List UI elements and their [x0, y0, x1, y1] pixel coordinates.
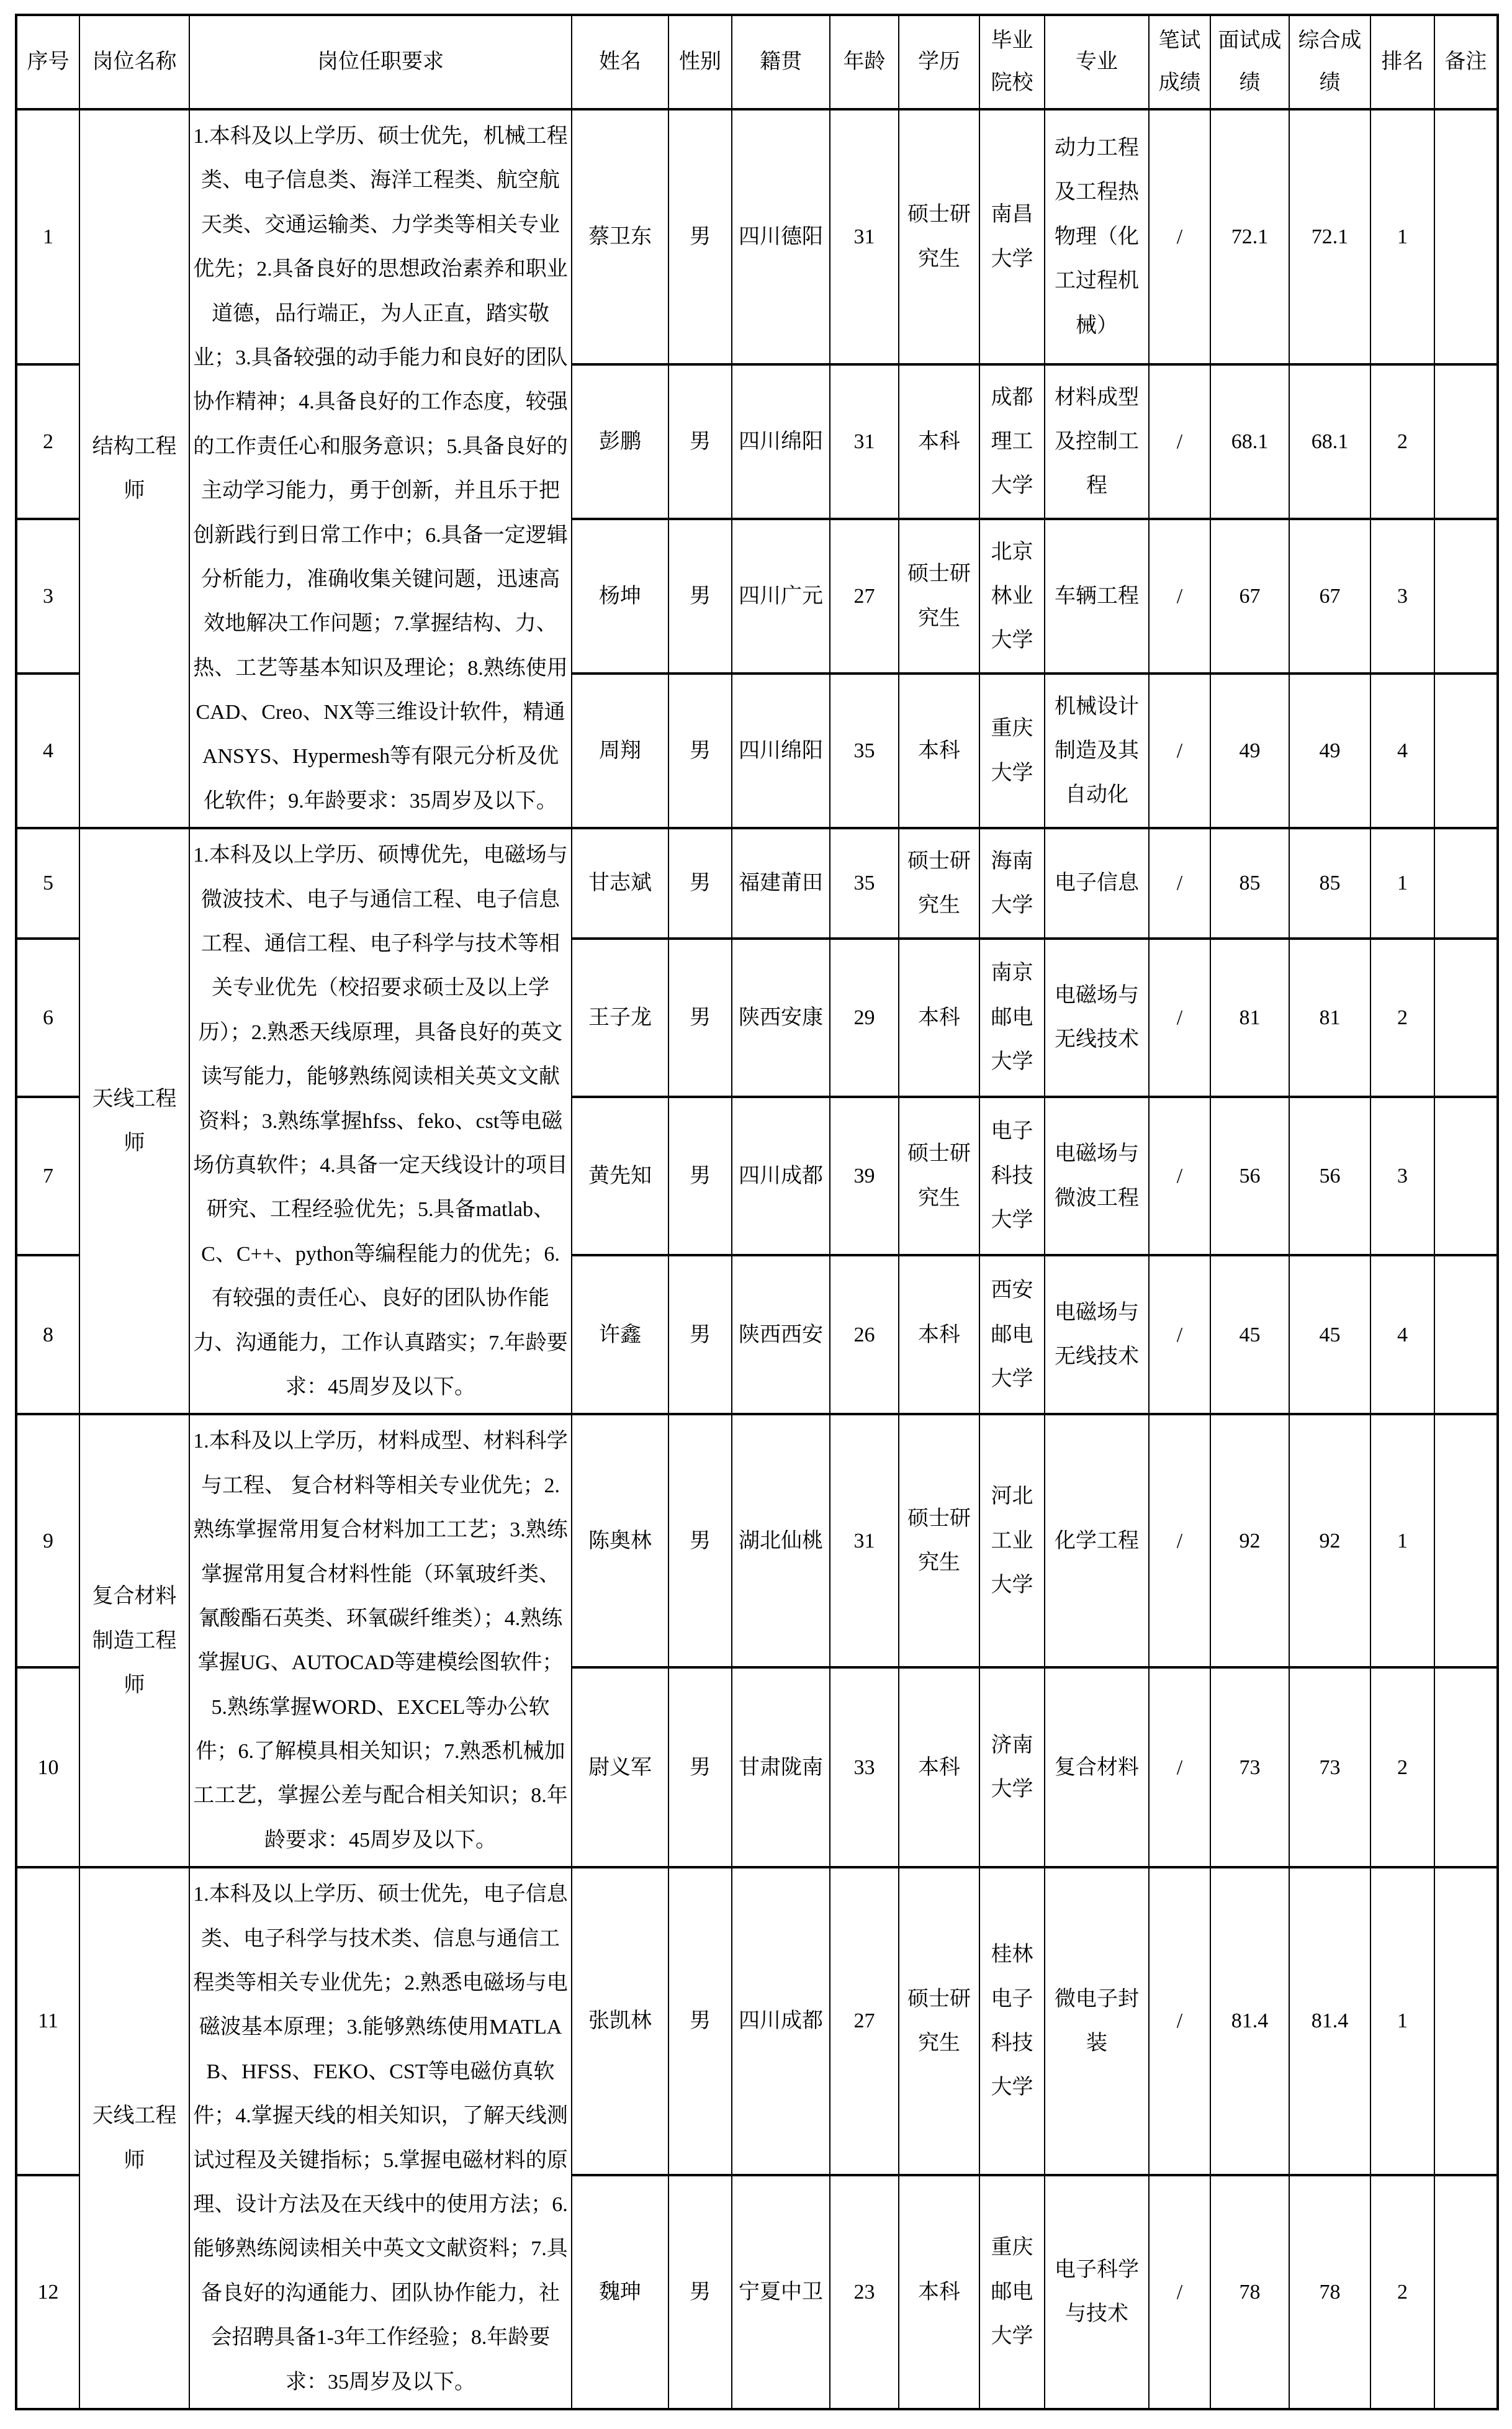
- cell-age: 26: [830, 1255, 899, 1414]
- header-gender: 性别: [668, 15, 732, 109]
- cell-written-score: /: [1149, 1867, 1210, 2175]
- header-name: 姓名: [572, 15, 668, 109]
- cell-school: 电子科技大学: [979, 1097, 1045, 1255]
- cell-hometown: 陕西安康: [732, 939, 830, 1097]
- cell-degree: 本科: [899, 1255, 979, 1414]
- cell-rank: 2: [1370, 364, 1434, 519]
- cell-school: 成都理工大学: [979, 364, 1045, 519]
- cell-remark: [1434, 519, 1498, 674]
- cell-interview-score: 45: [1210, 1255, 1289, 1414]
- cell-school: 济南大学: [979, 1667, 1045, 1867]
- cell-name: 张凯林: [572, 1867, 668, 2175]
- cell-school: 桂林电子科技大学: [979, 1867, 1045, 2175]
- cell-name: 魏珅: [572, 2175, 668, 2409]
- header-hometown: 籍贯: [732, 15, 830, 109]
- cell-age: 27: [830, 519, 899, 674]
- cell-interview-score: 81.4: [1210, 1867, 1289, 2175]
- cell-degree: 本科: [899, 939, 979, 1097]
- cell-written-score: /: [1149, 939, 1210, 1097]
- cell-name: 黄先知: [572, 1097, 668, 1255]
- cell-major: 电磁场与无线技术: [1045, 1255, 1149, 1414]
- cell-overall-score: 68.1: [1289, 364, 1370, 519]
- cell-major: 电磁场与无线技术: [1045, 939, 1149, 1097]
- cell-major: 车辆工程: [1045, 519, 1149, 674]
- cell-hometown: 四川成都: [732, 1097, 830, 1255]
- header-major: 专业: [1045, 15, 1149, 109]
- cell-overall-score: 73: [1289, 1667, 1370, 1867]
- cell-name: 蔡卫东: [572, 109, 668, 364]
- cell-overall-score: 78: [1289, 2175, 1370, 2409]
- recruitment-table: [15, 14, 1499, 2410]
- header-rank: 排名: [1370, 15, 1434, 109]
- cell-gender: 男: [668, 364, 732, 519]
- cell-written-score: /: [1149, 1097, 1210, 1255]
- cell-overall-score: 81.4: [1289, 1867, 1370, 2175]
- cell-age: 29: [830, 939, 899, 1097]
- cell-major: 复合材料: [1045, 1667, 1149, 1867]
- cell-age: 31: [830, 1414, 899, 1667]
- cell-age: 35: [830, 674, 899, 828]
- cell-no: 7: [16, 1097, 79, 1255]
- cell-written-score: /: [1149, 109, 1210, 364]
- cell-rank: 2: [1370, 1667, 1434, 1867]
- cell-name: 甘志斌: [572, 828, 668, 938]
- cell-hometown: 宁夏中卫: [732, 2175, 830, 2409]
- cell-hometown: 四川广元: [732, 519, 830, 674]
- cell-gender: 男: [668, 939, 732, 1097]
- header-position: 岗位名称: [79, 15, 189, 109]
- cell-interview-score: 85: [1210, 828, 1289, 938]
- cell-name: 尉义军: [572, 1667, 668, 1867]
- cell-interview-score: 92: [1210, 1414, 1289, 1667]
- cell-degree: 硕士研究生: [899, 519, 979, 674]
- cell-overall-score: 49: [1289, 674, 1370, 828]
- cell-school: 西安邮电大学: [979, 1255, 1045, 1414]
- cell-requirements: 1.本科及以上学历、硕博优先，电磁场与微波技术、电子与通信工程、电子信息工程、通信工程、电子科学与技术等相关专业优先（校招要求硕士及以上学历）；2.熟悉天线原理，具备良好的英文读写能力，能够熟练阅读相关英文文献资料；3.熟练掌握hfss、feko、cst等电磁场仿真软件；4.具备一定天线设计的项目研究、工程经验优先；5.具备matlab、C、C++、python等编程能力的优先；6.有较强的责任心、良好的团队协作能力、沟通能力，工作认真踏实；7.年龄要求：45周岁及以下。: [189, 828, 572, 1414]
- cell-remark: [1434, 2175, 1498, 2409]
- header-school: 毕业院校: [979, 15, 1045, 109]
- cell-hometown: 甘肃陇南: [732, 1667, 830, 1867]
- header-written-score: 笔试成绩: [1149, 15, 1210, 109]
- cell-name: 陈奥林: [572, 1414, 668, 1667]
- cell-written-score: /: [1149, 519, 1210, 674]
- table-row: [16, 109, 1498, 364]
- table-row: [16, 1867, 1498, 2175]
- cell-interview-score: 78: [1210, 2175, 1289, 2409]
- cell-no: 11: [16, 1867, 79, 2175]
- cell-interview-score: 67: [1210, 519, 1289, 674]
- cell-requirements: 1.本科及以上学历、硕士优先，机械工程类、电子信息类、海洋工程类、航空航天类、交通运输类、力学类等相关专业优先；2.具备良好的思想政治素养和职业道德，品行端正，为人正直，踏实敬业；3.具备较强的动手能力和良好的团队协作精神；4.具备良好的工作态度，较强的工作责任心和服务意识；5.具备良好的主动学习能力，勇于创新，并且乐于把创新践行到日常工作中；6.具备一定逻辑分析能力，准确收集关键问题，迅速高效地解决工作问题；7.掌握结构、力、热、工艺等基本知识及理论；8.熟练使用CAD、Creo、NX等三维设计软件，精通ANSYS、Hypermesh等有限元分析及优化软件；9.年龄要求：35周岁及以下。: [189, 109, 572, 828]
- cell-remark: [1434, 1667, 1498, 1867]
- cell-no: 12: [16, 2175, 79, 2409]
- cell-remark: [1434, 674, 1498, 828]
- cell-gender: 男: [668, 1867, 732, 2175]
- table-row: [16, 1414, 1498, 1667]
- cell-gender: 男: [668, 828, 732, 938]
- cell-requirements: 1.本科及以上学历，材料成型、材料科学与工程、 复合材料等相关专业优先；2.熟练掌握常用复合材料加工工艺；3.熟练掌握常用复合材料性能（环氧玻纤类、氰酸酯石英类、环氧碳纤维类）；4.熟练掌握UG、AUTOCAD等建模绘图软件；5.熟练掌握WORD、EXCEL等办公软件；6.了解模具相关知识；7.熟悉机械加工工艺，掌握公差与配合相关知识；8.年龄要求：45周岁及以下。: [189, 1414, 572, 1867]
- header-requirements: 岗位任职要求: [189, 15, 572, 109]
- cell-degree: 本科: [899, 674, 979, 828]
- cell-requirements: 1.本科及以上学历、硕士优先，电子信息类、电子科学与技术类、信息与通信工程类等相关专业优先；2.熟悉电磁场与电磁波基本原理；3.能够熟练使用MATLAB、HFSS、FEKO、CST等电磁仿真软件；4.掌握天线的相关知识，了解天线测试过程及关键指标；5.掌握电磁材料的原理、设计方法及在天线中的使用方法；6.能够熟练阅读相关中英文文献资料；7.具备良好的沟通能力、团队协作能力，社会招聘具备1-3年工作经验；8.年龄要求：35周岁及以下。: [189, 1867, 572, 2409]
- cell-rank: 2: [1370, 2175, 1434, 2409]
- cell-overall-score: 81: [1289, 939, 1370, 1097]
- cell-rank: 1: [1370, 828, 1434, 938]
- cell-rank: 3: [1370, 519, 1434, 674]
- cell-hometown: 湖北仙桃: [732, 1414, 830, 1667]
- cell-written-score: /: [1149, 1414, 1210, 1667]
- cell-remark: [1434, 1097, 1498, 1255]
- cell-interview-score: 73: [1210, 1667, 1289, 1867]
- cell-age: 31: [830, 364, 899, 519]
- cell-school: 重庆大学: [979, 674, 1045, 828]
- cell-age: 27: [830, 1867, 899, 2175]
- cell-interview-score: 72.1: [1210, 109, 1289, 364]
- cell-major: 材料成型及控制工程: [1045, 364, 1149, 519]
- header-overall-score: 综合成绩: [1289, 15, 1370, 109]
- cell-degree: 硕士研究生: [899, 1867, 979, 2175]
- cell-gender: 男: [668, 519, 732, 674]
- cell-major: 动力工程及工程热物理（化工过程机械）: [1045, 109, 1149, 364]
- header-row: [16, 15, 1498, 109]
- cell-major: 电子科学与技术: [1045, 2175, 1149, 2409]
- cell-interview-score: 68.1: [1210, 364, 1289, 519]
- cell-age: 33: [830, 1667, 899, 1867]
- cell-gender: 男: [668, 1414, 732, 1667]
- cell-hometown: 四川德阳: [732, 109, 830, 364]
- cell-name: 杨坤: [572, 519, 668, 674]
- cell-degree: 本科: [899, 2175, 979, 2409]
- cell-gender: 男: [668, 1255, 732, 1414]
- cell-rank: 2: [1370, 939, 1434, 1097]
- cell-remark: [1434, 1414, 1498, 1667]
- table-row: [16, 828, 1498, 938]
- cell-hometown: 四川成都: [732, 1867, 830, 2175]
- cell-rank: 4: [1370, 674, 1434, 828]
- cell-overall-score: 56: [1289, 1097, 1370, 1255]
- cell-age: 39: [830, 1097, 899, 1255]
- cell-major: 电磁场与微波工程: [1045, 1097, 1149, 1255]
- cell-rank: 3: [1370, 1097, 1434, 1255]
- cell-degree: 硕士研究生: [899, 828, 979, 938]
- cell-rank: 1: [1370, 1867, 1434, 2175]
- cell-overall-score: 45: [1289, 1255, 1370, 1414]
- cell-gender: 男: [668, 109, 732, 364]
- header-remark: 备注: [1434, 15, 1498, 109]
- cell-age: 35: [830, 828, 899, 938]
- cell-school: 河北工业大学: [979, 1414, 1045, 1667]
- cell-remark: [1434, 1255, 1498, 1414]
- cell-age: 23: [830, 2175, 899, 2409]
- cell-no: 3: [16, 519, 79, 674]
- cell-degree: 本科: [899, 364, 979, 519]
- cell-rank: 1: [1370, 109, 1434, 364]
- cell-no: 2: [16, 364, 79, 519]
- cell-rank: 1: [1370, 1414, 1434, 1667]
- cell-school: 北京林业大学: [979, 519, 1045, 674]
- cell-degree: 硕士研究生: [899, 109, 979, 364]
- cell-remark: [1434, 939, 1498, 1097]
- cell-major: 化学工程: [1045, 1414, 1149, 1667]
- cell-written-score: /: [1149, 828, 1210, 938]
- cell-position: 天线工程师: [79, 828, 189, 1414]
- cell-hometown: 福建莆田: [732, 828, 830, 938]
- cell-major: 电子信息: [1045, 828, 1149, 938]
- cell-remark: [1434, 109, 1498, 364]
- cell-school: 南昌大学: [979, 109, 1045, 364]
- cell-age: 31: [830, 109, 899, 364]
- cell-overall-score: 67: [1289, 519, 1370, 674]
- cell-school: 南京邮电大学: [979, 939, 1045, 1097]
- cell-school: 海南大学: [979, 828, 1045, 938]
- cell-remark: [1434, 828, 1498, 938]
- cell-name: 许鑫: [572, 1255, 668, 1414]
- cell-gender: 男: [668, 1667, 732, 1867]
- cell-no: 5: [16, 828, 79, 938]
- cell-hometown: 四川绵阳: [732, 364, 830, 519]
- cell-name: 周翔: [572, 674, 668, 828]
- cell-major: 微电子封装: [1045, 1867, 1149, 2175]
- header-interview-score: 面试成绩: [1210, 15, 1289, 109]
- cell-position: 结构工程师: [79, 109, 189, 828]
- cell-gender: 男: [668, 674, 732, 828]
- cell-no: 6: [16, 939, 79, 1097]
- cell-school: 重庆邮电大学: [979, 2175, 1045, 2409]
- cell-remark: [1434, 1867, 1498, 2175]
- cell-position: 复合材料制造工程师: [79, 1414, 189, 1867]
- cell-written-score: /: [1149, 1255, 1210, 1414]
- cell-degree: 硕士研究生: [899, 1414, 979, 1667]
- cell-name: 王子龙: [572, 939, 668, 1097]
- cell-rank: 4: [1370, 1255, 1434, 1414]
- cell-degree: 本科: [899, 1667, 979, 1867]
- header-no: 序号: [16, 15, 79, 109]
- cell-remark: [1434, 364, 1498, 519]
- cell-interview-score: 81: [1210, 939, 1289, 1097]
- cell-interview-score: 56: [1210, 1097, 1289, 1255]
- cell-hometown: 陕西西安: [732, 1255, 830, 1414]
- cell-interview-score: 49: [1210, 674, 1289, 828]
- cell-major: 机械设计制造及其自动化: [1045, 674, 1149, 828]
- cell-no: 8: [16, 1255, 79, 1414]
- cell-no: 4: [16, 674, 79, 828]
- cell-name: 彭鹏: [572, 364, 668, 519]
- header-education: 学历: [899, 15, 979, 109]
- cell-no: 9: [16, 1414, 79, 1667]
- cell-written-score: /: [1149, 2175, 1210, 2409]
- cell-written-score: /: [1149, 1667, 1210, 1867]
- cell-position: 天线工程师: [79, 1867, 189, 2409]
- cell-gender: 男: [668, 1097, 732, 1255]
- cell-no: 10: [16, 1667, 79, 1867]
- cell-gender: 男: [668, 2175, 732, 2409]
- cell-overall-score: 72.1: [1289, 109, 1370, 364]
- cell-written-score: /: [1149, 364, 1210, 519]
- cell-written-score: /: [1149, 674, 1210, 828]
- cell-degree: 硕士研究生: [899, 1097, 979, 1255]
- cell-hometown: 四川绵阳: [732, 674, 830, 828]
- cell-overall-score: 85: [1289, 828, 1370, 938]
- header-age: 年龄: [830, 15, 899, 109]
- cell-overall-score: 92: [1289, 1414, 1370, 1667]
- cell-no: 1: [16, 109, 79, 364]
